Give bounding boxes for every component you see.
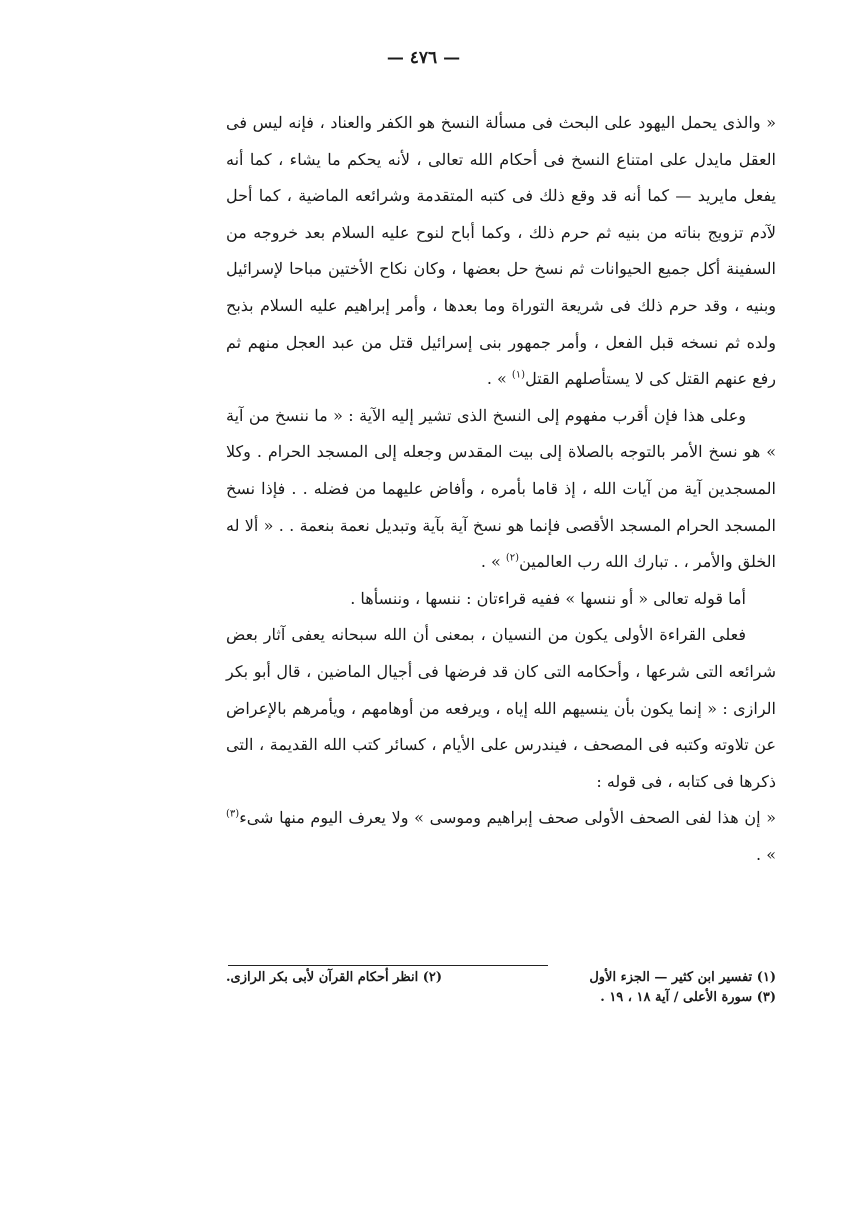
footnote-row [226,988,776,1008]
paragraph-text: وعلى هذا فإن أقرب مفهوم إلى النسخ الذى تشير إليه الآية : « ما ننسخ من آية » هو نسخ الأمر بالتوجه بالصلاة إلى بيت المقدس وجعله إلى المسجد الحرام . وكلا المسجدين آية من آيات الله ، إذ قاما بأمره ، وأفاض عليهما من فضله . . فإذا نسخ المسجد الحرام المسجد الأقصى فإنما هو نسخ آية بآية وتبديل نعمة بنعمة . . « ألا له الخلق والأمر ، . تبارك الله رب العالمين [226,405,776,572]
footnote-ref: (١) [511,369,526,381]
footnotes [226,968,776,1008]
footnote-ref: (٣) [226,808,240,820]
paragraph-text: « إن هذا لفى الصحف الأولى صحف إبراهيم وموسى » ولا يعرف اليوم منها شىء [239,808,776,828]
paragraph-end: » . [480,552,506,572]
footnote-1: (١) تفسير ابن كثير — الجزء الأول [589,970,776,985]
paragraph-end: » . [486,369,512,389]
page-number: — ٤٧٦ — [386,48,461,68]
footnote-2: (٢) انظر أحكام القرآن لأبى بكر الرازى. [226,970,443,985]
paragraph: أما قوله تعالى « أو ننسها » ففيه قراءتان : ننسها ، وننسأها . [350,588,746,608]
footnote-divider [228,965,548,966]
paragraph [226,398,776,581]
paragraph [226,105,776,398]
paragraph-end: » . [756,844,776,864]
footnote-row [226,968,776,988]
paragraph [226,800,776,873]
paragraph-text: « والذى يحمل اليهود على البحث فى مسألة النسخ هو الكفر والعناد ، فإنه ليس فى العقل مايدل على امتناع النسخ فى أحكام الله تعالى ، لأنه يحكم ما يشاء ، كما أنه يفعل مايريد — كما أنه قد وقع ذلك فى كتبه المتقدمة وشرائعه الماضية ، كما أحل لآدم تزويج بناته من بنيه ثم حرم ذلك ، وكما أباح لنوح عليه السلام بعد خروجه من السفينة أكل جميع الحيوانات ثم نسخ حل بعضها ، وكان نكاح الأختين مباحا لإسرائيل وبنيه ، وقد حرم ذلك فى شريعة التوراة وما بعدها ، وأمر إبراهيم عليه السلام بذبح ولده ثم نسخه قبل الفعل ، وأمر جمهور بنى إسرائيل قتل من عبد العجل منهم ثم رفع عنهم القتل كى لا يستأصلهم القتل [226,113,776,389]
footnote-3: (٣) سورة الأعلى / آية ١٨ ، ١٩ . [600,990,776,1005]
paragraph: فعلى القراءة الأولى يكون من النسيان ، بمعنى أن الله سبحانه يعفى آثار بعض شرائعه التى شرعها ، وأحكامه التى كان قد فرضها فى أجيال الماضين ، قال أبو بكر الرازى : « إنما يكون بأن ينسيهم الله إياه ، ويرفعه من أوهامهم ، ويأمرهم بالإعراض عن تلاوته وكتبه فى المصحف ، فيندرس على الأيام ، كسائر كتب الله القديمة ، التى ذكرها فى كتابه ، فى قوله : [226,625,776,791]
footnote-ref: (٢) [505,552,520,564]
body-text [226,105,776,873]
